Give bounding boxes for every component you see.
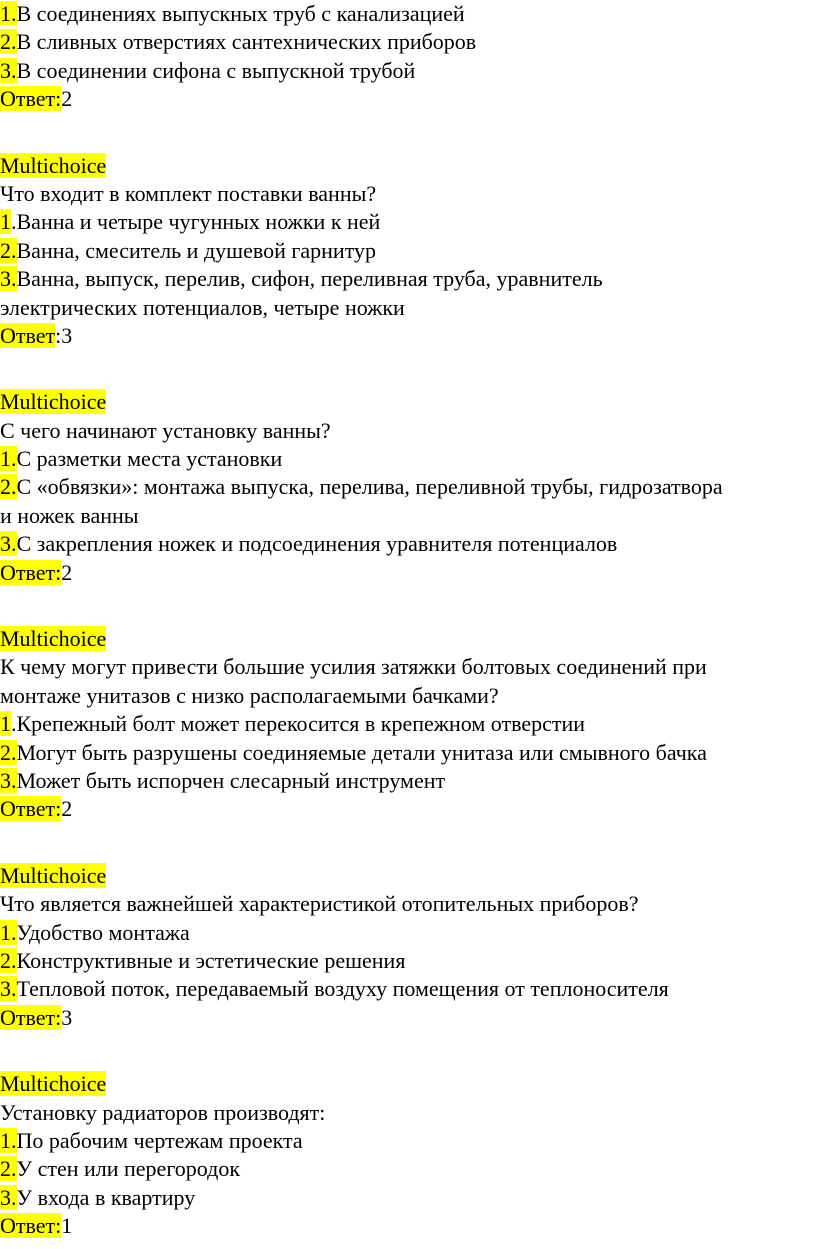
answer-label: Ответ: [0,1213,62,1239]
option-line [0,1127,816,1155]
option-text: Ванна, выпуск, перелив, сифон, переливная труба, уравнитель [16,266,603,292]
spacer [0,114,816,152]
option-text: В сливных отверстиях сантехнических приборов [16,29,477,55]
question-type: Multichoice [0,862,107,888]
question-type-line [0,1070,816,1098]
option-text-continuation: и ножек ванны [0,502,139,528]
option-line [0,947,816,975]
question-block-1 [0,152,816,351]
spacer [0,350,816,388]
answer-label: Ответ: [0,1004,62,1030]
question-block-0 [0,0,816,114]
answer-line [0,1212,816,1240]
question-block-4 [0,862,816,1032]
option-number: 3. [0,57,17,83]
answer-label: Ответ: [0,559,62,585]
option-line [0,530,816,558]
spacer [0,824,816,862]
option-text: Тепловой поток, передаваемый воздуху помещения от теплоносителя [16,976,669,1002]
question-text: Установку радиаторов производят: [0,1099,326,1125]
option-number: 2. [0,1156,17,1182]
option-number: 3. [0,976,17,1002]
answer-line [0,322,816,350]
option-line [0,0,816,28]
option-text: У стен или перегородок [16,1156,241,1182]
question-block-2 [0,388,816,587]
option-text: В соединении сифона с выпускной трубой [16,57,416,83]
option-line [0,919,816,947]
answer-value: 2 [61,86,73,112]
answer-label: Ответ [0,322,56,348]
option-line [0,265,816,293]
option-line [0,710,816,738]
answer-value: 1 [61,1213,73,1239]
question-type-line [0,862,816,890]
question-type: Multichoice [0,626,107,652]
answer-label: Ответ: [0,86,62,112]
spacer [0,587,816,625]
question-type: Multichoice [0,152,107,178]
option-number: 3. [0,531,17,557]
option-text: Могут быть разрушены соединяемые детали унитаза или смывного бачка [16,739,707,765]
option-line [0,208,816,236]
answer-value: 2 [61,559,73,585]
option-number: 1. [0,446,17,472]
question-text: Что является важнейшей характеристикой отопительных приборов? [0,891,639,917]
question-type: Multichoice [0,389,107,415]
option-line [0,1184,816,1212]
option-text: В соединениях выпускных труб с канализацией [16,1,465,26]
option-text: Удобство монтажа [16,919,190,945]
option-line [0,975,816,1003]
option-text: У входа в квартиру [16,1184,196,1210]
option-text: Ванна, смеситель и душевой гарнитур [16,237,377,263]
option-text: С закрепления ножек и подсоединения уравнителя потенциалов [16,531,618,557]
question-block-5 [0,1070,816,1240]
spacer [0,1032,816,1070]
option-line [0,767,816,795]
answer-line [0,559,816,587]
option-number: 1 [0,711,11,737]
option-number: 3. [0,266,17,292]
question-type-line [0,152,816,180]
option-line [0,237,816,265]
option-number: 2. [0,474,17,500]
question-type-line [0,625,816,653]
answer-value: 3 [61,1004,73,1030]
option-number: 1 [0,209,11,235]
answer-line [0,795,816,823]
option-line [0,57,816,85]
option-number: 1. [0,1127,17,1153]
option-line [0,473,816,501]
question-text: К чему могут привести большие усилия затяжки болтовых соединений при [0,654,707,680]
question-block-3 [0,625,816,824]
option-text: .Крепежный болт может перекосится в крепежном отверстии [11,711,586,737]
answer-line [0,85,816,113]
option-number: 2. [0,947,17,973]
question-text-continuation: монтаже унитазов с низко располагаемыми бачками? [0,682,499,708]
answer-line [0,1004,816,1032]
question-text: Что входит в комплект поставки ванны? [0,180,377,206]
option-number: 2. [0,237,17,263]
option-number: 1. [0,919,17,945]
option-text: Конструктивные и эстетические решения [16,947,406,973]
answer-value: 2 [61,796,73,822]
option-text: С «обвязки»: монтажа выпуска, перелива, переливной трубы, гидрозатвора [16,474,723,500]
option-number: 1. [0,1,17,26]
option-line [0,28,816,56]
question-type-line [0,388,816,416]
option-text: По рабочим чертежам проекта [16,1127,303,1153]
question-type: Multichoice [0,1071,107,1097]
option-text: .Ванна и четыре чугунных ножки к ней [11,209,381,235]
option-number: 3. [0,1184,17,1210]
option-number: 2. [0,739,17,765]
answer-label: Ответ: [0,796,62,822]
option-text-continuation: электрических потенциалов, четыре ножки [0,294,405,320]
option-number: 3. [0,767,17,793]
option-line [0,445,816,473]
option-number: 2. [0,29,17,55]
option-text: Может быть испорчен слесарный инструмент [16,767,446,793]
option-line [0,739,816,767]
answer-value: :3 [55,322,73,348]
question-text: С чего начинают установку ванны? [0,417,331,443]
option-text: С разметки места установки [16,446,283,472]
option-line [0,1155,816,1183]
